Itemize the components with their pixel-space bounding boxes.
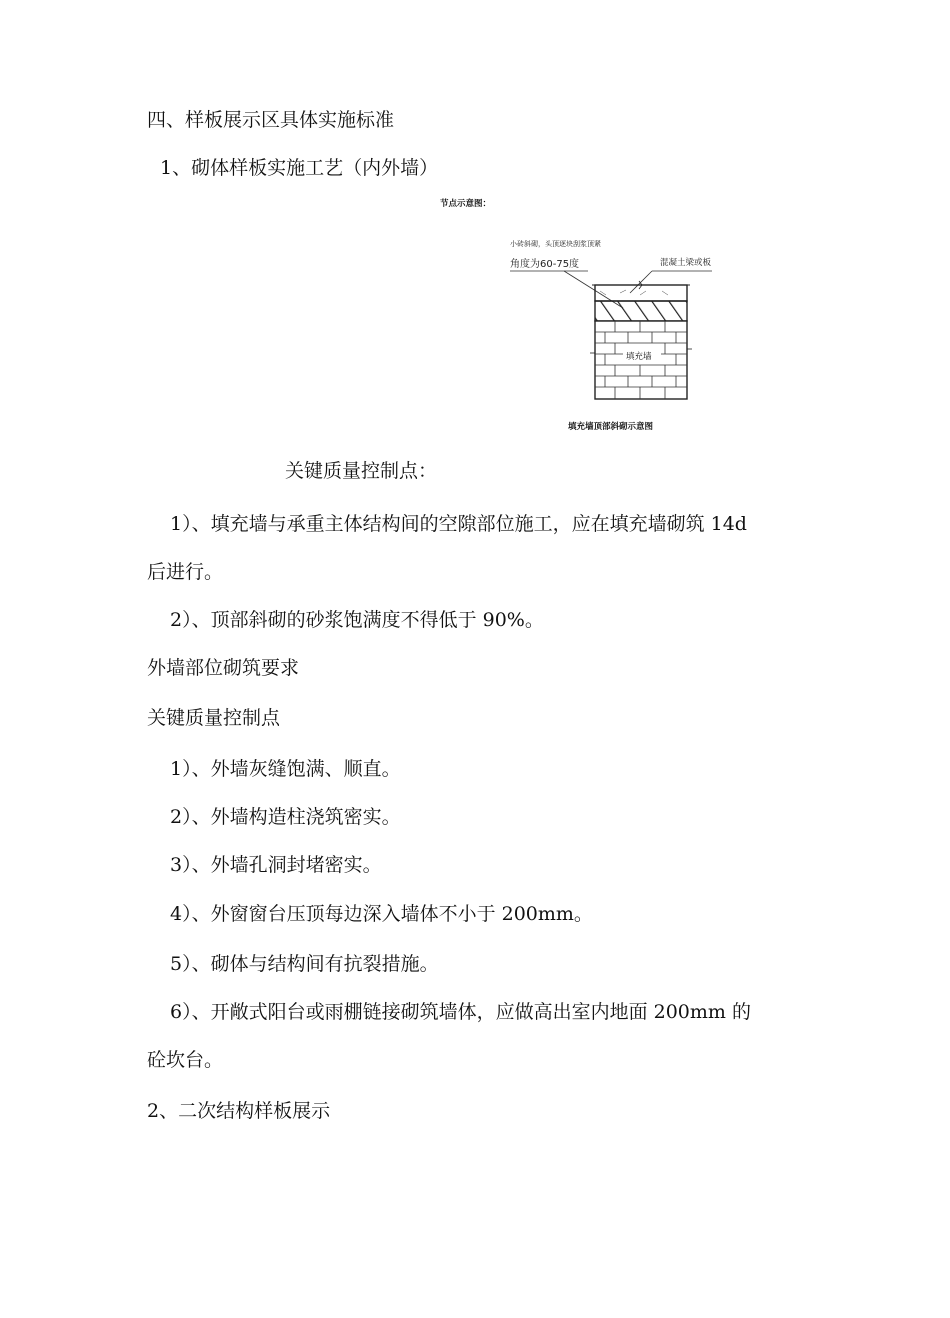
- key-points-title: 关键质量控制点: [147, 707, 281, 729]
- callout-right: 混凝土梁或板: [660, 258, 712, 268]
- exterior-title: 外墙部位砌筑要求: [147, 657, 300, 679]
- section-heading: 四、样板展示区具体实施标准: [147, 109, 395, 131]
- list-item-continuation: 后进行。: [147, 561, 224, 583]
- list-item: 4）、外窗窗台压顶每边深入墙体不小于 200mm。: [170, 903, 593, 925]
- node-title: 节点示意图：: [440, 199, 492, 209]
- list-item: 1）、填充墙与承重主体结构间的空隙部位施工，应在填充墙砌筑 14d: [170, 513, 747, 535]
- list-item: 6）、开敞式阳台或雨棚链接砌筑墙体，应做高出室内地面 200mm 的: [170, 1001, 751, 1023]
- callout-left-line2: 角度为60-75度: [510, 259, 580, 270]
- wall-label: 填充墙: [626, 352, 652, 362]
- list-item: 5）、砌体与结构间有抗裂措施。: [170, 953, 439, 975]
- key-points-title: 关键质量控制点：: [285, 460, 438, 482]
- figure-caption: 填充墙顶部斜砌示意图: [568, 422, 654, 432]
- list-item-continuation: 砼坎台。: [147, 1049, 224, 1071]
- list-item: 1）、外墙灰缝饱满、顺直。: [170, 758, 401, 780]
- list-item: 2）、外墙构造柱浇筑密实。: [170, 806, 401, 828]
- subsection-heading: 2、二次结构样板展示: [147, 1100, 331, 1122]
- callout-left-line1: 小砖斜砌，头顶逐块刮浆顶紧: [510, 240, 601, 248]
- list-item: 3）、外墙孔洞封堵密实。: [170, 854, 382, 876]
- subsection-heading: 1、砌体样板实施工艺（内外墙）: [160, 157, 439, 179]
- list-item: 2）、顶部斜砌的砂浆饱满度不得低于 90%。: [170, 609, 544, 631]
- wall-top-diagram: [440, 195, 740, 440]
